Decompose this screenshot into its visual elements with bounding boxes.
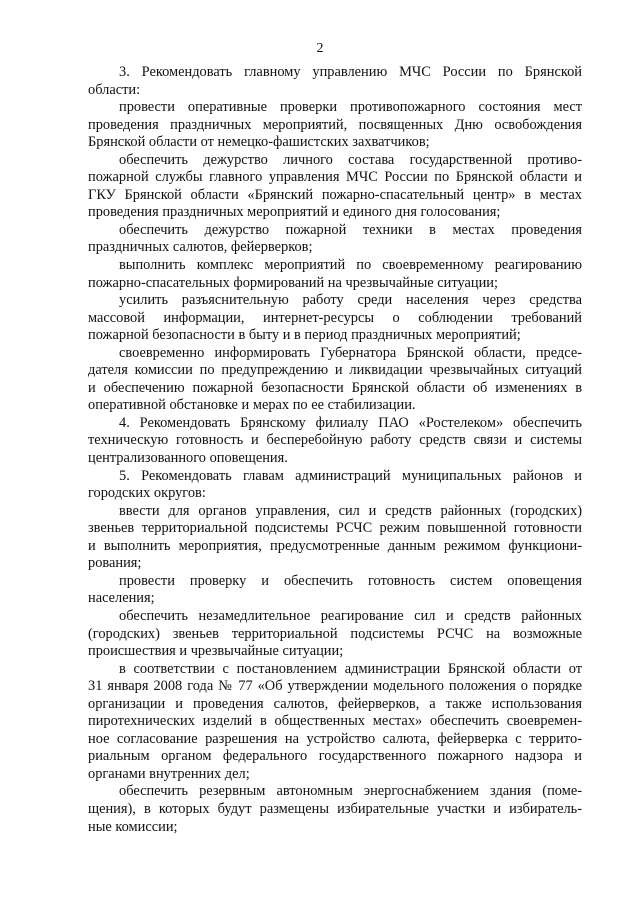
text-line: своевременно информировать Губернатора Брянской области, предсе- bbox=[119, 344, 582, 361]
text-line: ГКУ Брянской области «Брянский пожарно-спасательный центр» в местах bbox=[88, 186, 582, 203]
text-line: рования; bbox=[88, 555, 142, 572]
text-line: 31 января 2008 года № 77 «Об утверждении модельного положения о порядке bbox=[88, 678, 582, 695]
text-line: в соответствии с постановлением администрации Брянской области от bbox=[119, 660, 582, 677]
text-line: пожарной службы главного управления МЧС России по Брянской области и bbox=[88, 169, 582, 186]
text-line: техническую готовность и бесперебойную работу средств связи и системы bbox=[88, 432, 582, 449]
paragraph bbox=[88, 292, 582, 345]
paragraph bbox=[88, 222, 582, 257]
text-line: пожарно-спасательных формирований на чрезвычайные ситуации; bbox=[88, 274, 498, 291]
text-line: обеспечить дежурство пожарной техники в местах проведения bbox=[119, 221, 582, 238]
text-line: щения), в которых будут размещены избирательные участки и избиратель- bbox=[88, 800, 582, 817]
text-line: организации и проведения салютов, фейерверков, а также использования bbox=[88, 695, 582, 712]
text-line: 4. Рекомендовать Брянскому филиалу ПАО «Ростелеком» обеспечить bbox=[119, 414, 582, 431]
text-line: ные комиссии; bbox=[88, 818, 178, 835]
text-line: органами внутренних дел; bbox=[88, 765, 250, 782]
text-line: обеспечить незамедлительное реагирование сил и средств районных bbox=[119, 607, 582, 624]
text-line: выполнить комплекс мероприятий по своевременному реагированию bbox=[119, 257, 582, 274]
paragraph bbox=[88, 468, 582, 503]
text-line: населения; bbox=[88, 590, 155, 607]
paragraph bbox=[88, 503, 582, 573]
text-line: провести проверку и обеспечить готовность систем оповещения bbox=[119, 572, 582, 589]
text-line: городских округов: bbox=[88, 485, 206, 502]
text-line: происшествия и чрезвычайные ситуации; bbox=[88, 643, 344, 660]
text-line: ное согласование разрешения на устройство салюта, фейерверка с террито- bbox=[88, 730, 582, 747]
text-line: централизованного оповещения. bbox=[88, 450, 288, 467]
paragraph bbox=[88, 99, 582, 152]
text-line: оперативной обстановке и мерах по ее стабилизации. bbox=[88, 397, 416, 414]
paragraph bbox=[88, 152, 582, 222]
text-line: и выполнить мероприятия, предусмотренные данным режимом функциони- bbox=[88, 537, 582, 554]
paragraph bbox=[88, 661, 582, 784]
paragraph bbox=[88, 64, 582, 99]
text-line: 3. Рекомендовать главному управлению МЧС России по Брянской bbox=[119, 64, 582, 80]
text-line: ввести для органов управления, сил и средств районных (городских) bbox=[119, 502, 582, 519]
paragraph bbox=[88, 783, 582, 836]
page-number: 2 bbox=[316, 41, 324, 56]
text-line: риальным органом федерального государственного пожарного надзора и bbox=[88, 748, 582, 765]
text-line: (городских) звеньев территориальной подсистемы РСЧС на возможные bbox=[88, 625, 582, 642]
text-line: проведения праздничных мероприятий и единого дня голосования; bbox=[88, 204, 501, 221]
paragraph bbox=[88, 573, 582, 608]
text-line: и обеспечению пожарной безопасности Брянской области об изменениях в bbox=[88, 379, 582, 396]
text-line: массовой информации, интернет-ресурсы о соблюдении требований bbox=[88, 309, 582, 326]
text-line: обеспечить резервным автономным энергоснабжением здания (поме- bbox=[119, 783, 582, 800]
paragraph bbox=[88, 415, 582, 468]
text-line: провести оперативные проверки противопожарного состояния мест bbox=[119, 99, 582, 116]
paragraph bbox=[88, 257, 582, 292]
text-line: 5. Рекомендовать главам администраций муниципальных районов и bbox=[119, 467, 582, 484]
text-line: обеспечить дежурство личного состава государственной противо- bbox=[119, 151, 582, 168]
text-line: проведения праздничных мероприятий, посвященных Дню освобождения bbox=[88, 116, 582, 133]
text-line: области: bbox=[88, 81, 141, 98]
text-line: Брянской области от немецко-фашистских захватчиков; bbox=[88, 134, 430, 151]
text-line: усилить разъяснительную работу среди населения через средства bbox=[119, 292, 582, 309]
paragraph bbox=[88, 608, 582, 661]
text-line: дателя комиссии по предупреждению и ликвидации чрезвычайных ситуаций bbox=[88, 362, 582, 379]
paragraph bbox=[88, 345, 582, 415]
text-line: пожарной безопасности в быту и в период праздничных мероприятий; bbox=[88, 327, 521, 344]
text-line: пиротехнических изделий в общественных местах» обеспечить своевремен- bbox=[88, 713, 582, 730]
document-body bbox=[88, 64, 582, 836]
text-line: праздничных салютов, фейерверков; bbox=[88, 239, 313, 256]
text-line: звеньев территориальной подсистемы РСЧС режим повышенной готовности bbox=[88, 520, 582, 537]
